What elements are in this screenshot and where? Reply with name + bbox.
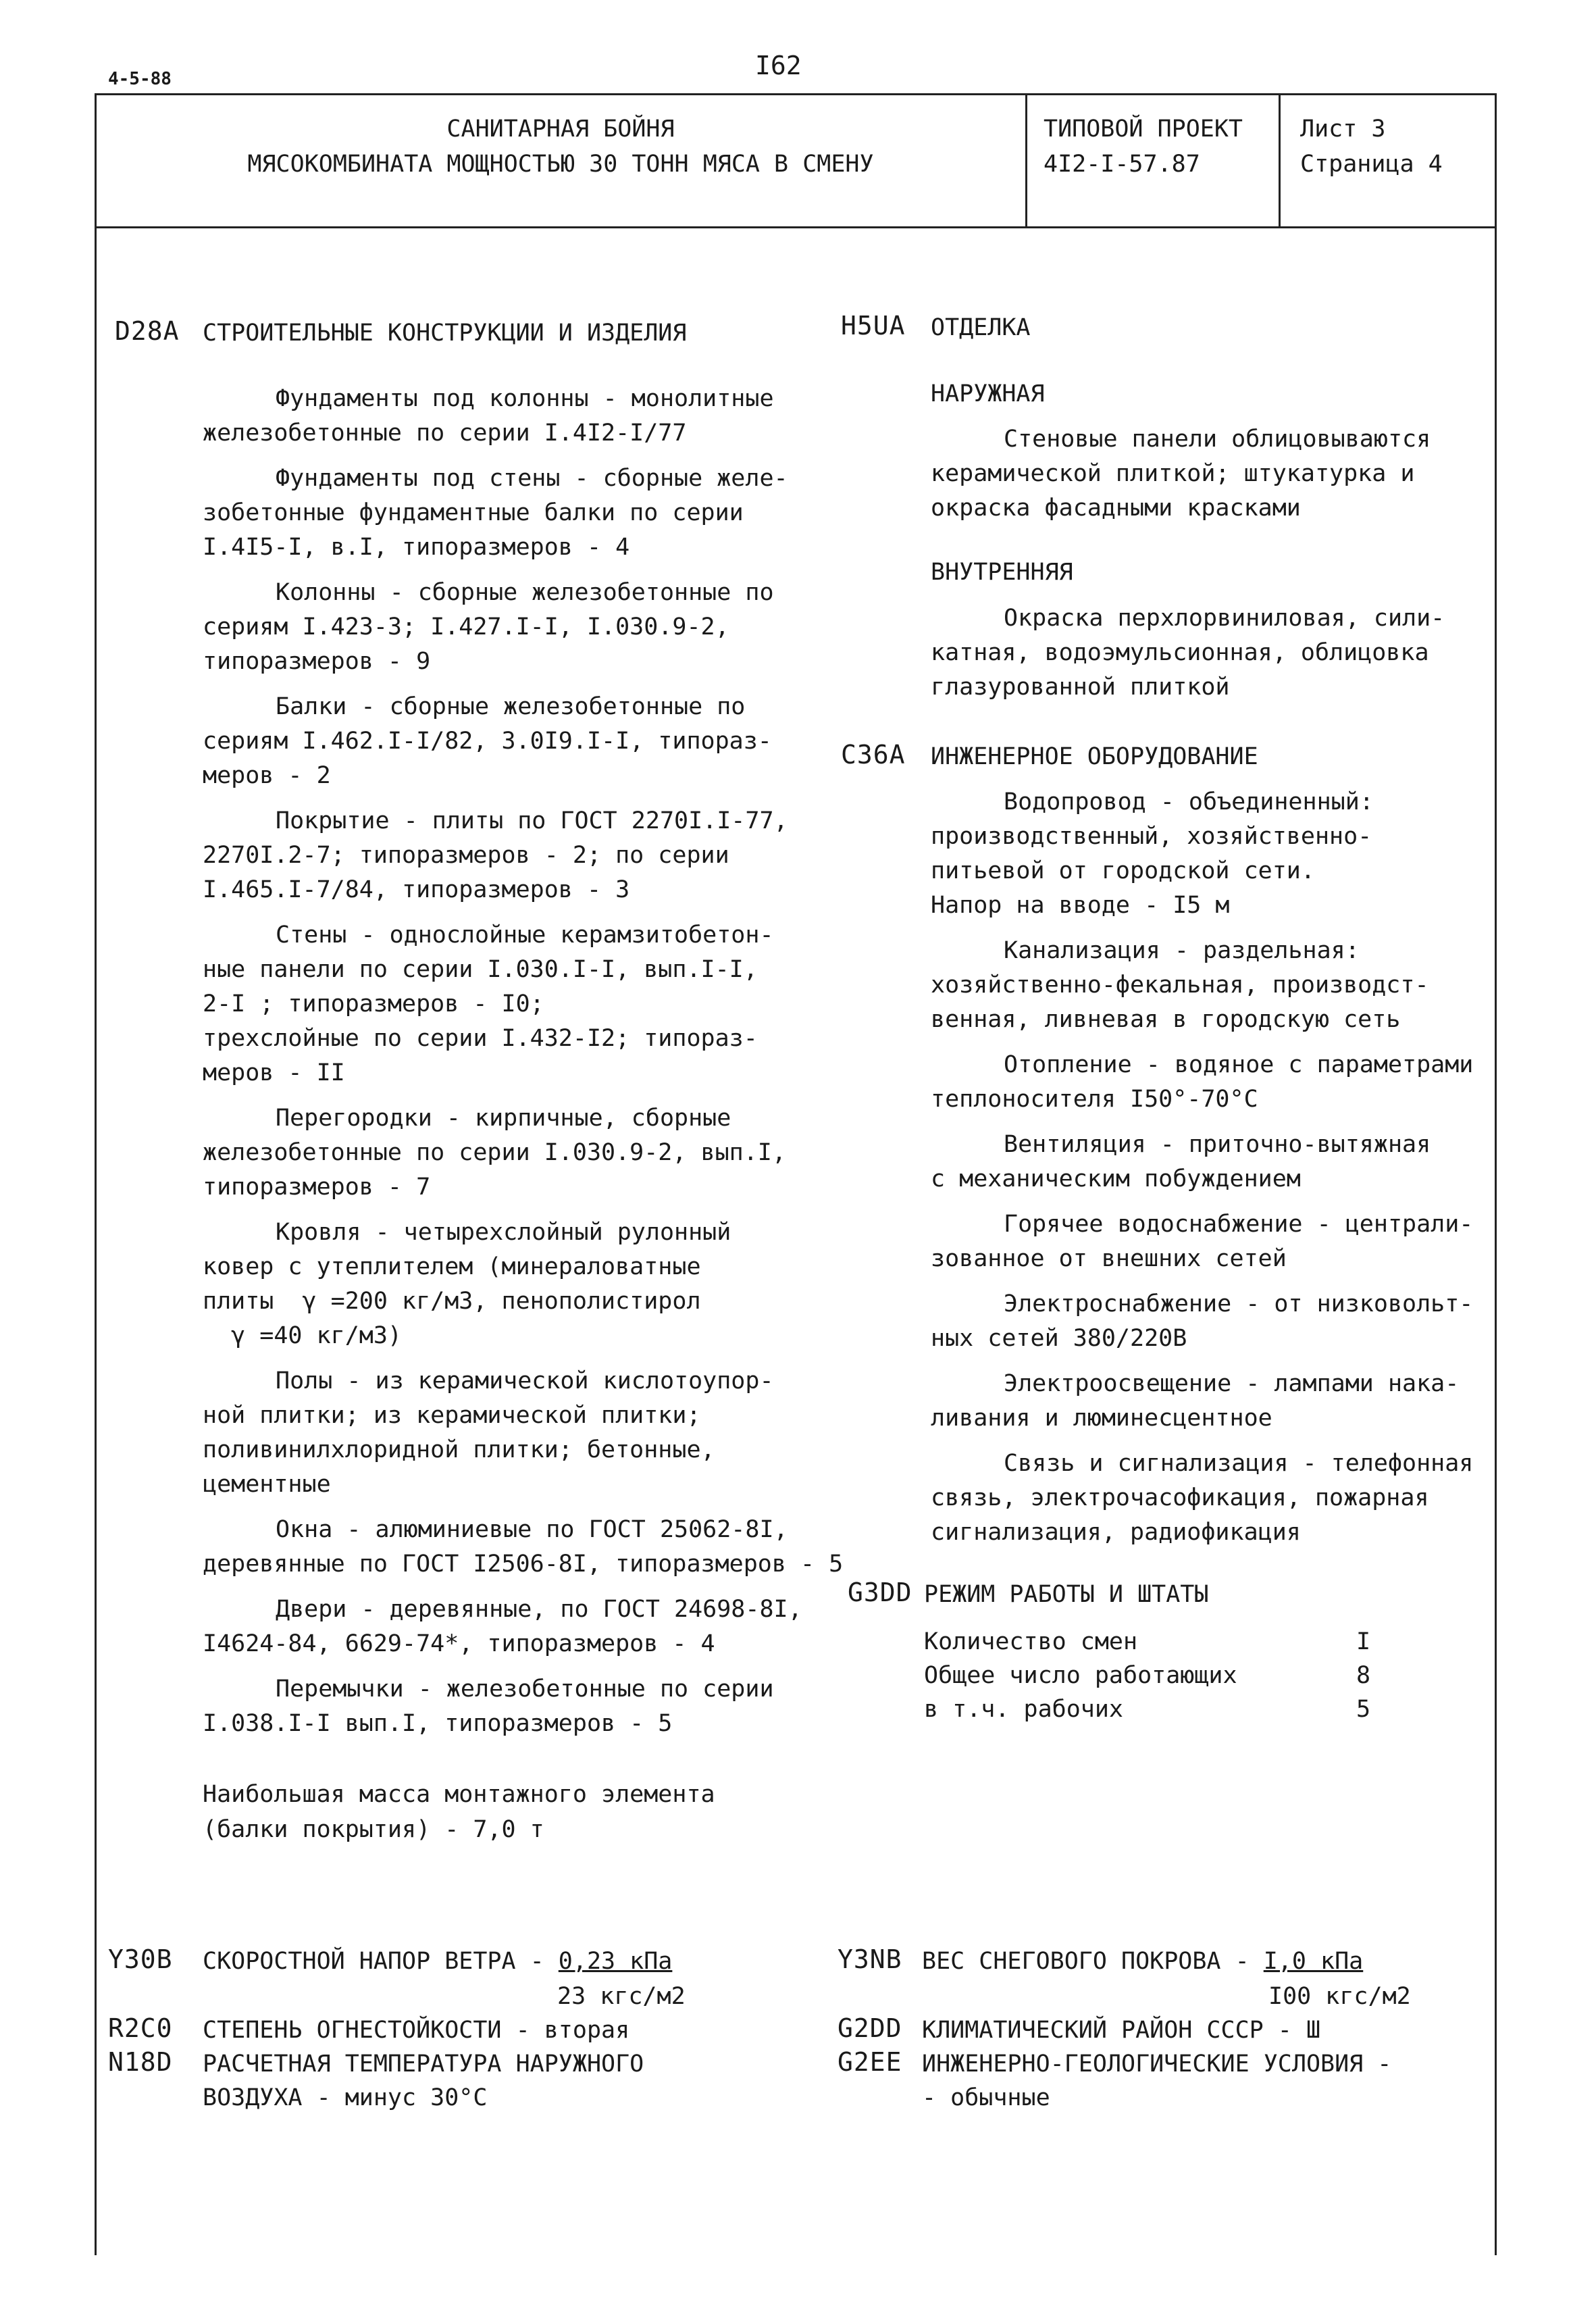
header-bottom-rule [95,226,1497,228]
wind-value: 0,23 кПа [558,1948,673,1975]
paragraph [203,1215,844,1353]
text-line: Стены - однослойные керамзитобетон- [276,922,774,949]
paragraph [203,576,844,679]
text-line: γ =40 кг/м3) [203,1322,403,1349]
left-paragraphs [203,382,844,1752]
equipment-code: C36A [841,740,906,770]
text-line: I.4I5-I, в.I, типоразмеров - 4 [203,534,630,561]
header-title [96,111,1025,182]
equipment-title: ИНЖЕНЕРНОЕ ОБОРУДОВАНИЕ [931,743,1258,770]
text-line: Окраска перхлорвиниловая, сили- [1004,605,1445,632]
paragraph [203,1101,844,1205]
paragraph [203,1672,844,1741]
climate-code: G2DD [838,2013,902,2043]
paragraph [931,1367,1485,1436]
finish-inner-text [931,601,1445,705]
text-line: Отопление - водяное с параметрами [1004,1051,1474,1078]
text-line: поливинилхлоридной плитки; бетонные, [203,1436,715,1463]
text-line: с механическим побуждением [931,1165,1301,1192]
text-line: меров - 2 [203,762,331,789]
text-line: Двери - деревянные, по ГОСТ 24698-8I, [276,1596,802,1623]
project-label: ТИПОВОЙ ПРОЕКТ [1044,116,1243,143]
text-line: железобетонные по серии I.030.9-2, вып.I, [203,1139,786,1166]
text-line: Окна - алюминиевые по ГОСТ 25062-8I, [276,1516,788,1543]
geo-line1: ИНЖЕНЕРНО-ГЕОЛОГИЧЕСКИЕ УСЛОВИЯ - [922,2051,1392,2078]
header-divider-1 [1025,93,1027,226]
text-line: Электроосвещение - лампами нака- [1004,1370,1460,1397]
paragraph [931,1128,1485,1197]
mass-line2: (балки покрытия) - 7,0 т [203,1816,544,1843]
regime-title: РЕЖИМ РАБОТЫ И ШТАТЫ [924,1581,1209,1608]
text-line: окраска фасадными красками [931,495,1301,522]
paragraph [931,934,1485,1037]
text-line: Перемычки - железобетонные по серии [276,1676,774,1703]
paragraph [203,918,844,1090]
text-line: катная, водоэмульсионная, облицовка [931,639,1429,666]
corner-code: 4-5-88 [108,69,172,89]
regime-code: G3DD [848,1578,912,1607]
text-line: I4624-84, 6629-74*, типоразмеров - 4 [203,1630,715,1657]
text-line: питьевой от городской сети. [931,857,1315,884]
climate-text: КЛИМАТИЧЕСКИЙ РАЙОН СССР - Ш [922,2017,1321,2044]
wind-code: Y30B [108,1944,173,1974]
regime-value: 8 [1356,1662,1371,1689]
paragraph [931,1287,1485,1356]
equipment-paragraphs [931,785,1485,1561]
text-line: Водопровод - объединенный: [1004,788,1374,815]
text-line: зованное от внешних сетей [931,1245,1287,1272]
text-line: 2-I ; типоразмеров - I0; [203,990,544,1017]
text-line: типоразмеров - 7 [203,1174,431,1201]
geo-code: G2EE [838,2047,902,2077]
text-line: Покрытие - плиты по ГОСТ 2270I.I-77, [276,807,788,834]
text-line: сериям I.423-3; I.427.I-I, I.030.9-2, [203,613,729,640]
header-title-line1: САНИТАРНАЯ БОЙНЯ [446,116,675,143]
text-line: Канализация - раздельная: [1004,937,1360,964]
text-line: производственный, хозяйственно- [931,823,1372,850]
text-line: хозяйственно-фекальная, производст- [931,972,1429,999]
text-line: сериям I.462.I-I/82, 3.0I9.I-I, типораз- [203,728,772,755]
finish-title: ОТДЕЛКА [931,314,1031,341]
temp-line1: РАСЧЕТНАЯ ТЕМПЕРАТУРА НАРУЖНОГО [203,2051,644,2078]
mass-note [203,1777,715,1847]
regime-table [924,1625,1397,1726]
text-line: I.465.I-7/84, типоразмеров - 3 [203,876,630,903]
paragraph [203,1364,844,1502]
text-line: Напор на вводе - I5 м [931,892,1230,919]
text-line: ливания и люминесцентное [931,1405,1272,1432]
left-section-title: СТРОИТЕЛЬНЫЕ КОНСТРУКЦИИ И ИЗДЕЛИЯ [203,320,687,347]
text-line: Вентиляция - приточно-вытяжная [1004,1131,1431,1158]
header-divider-2 [1279,93,1281,226]
wind-label: СКОРОСТНОЙ НАПОР ВЕТРА - [203,1948,559,1975]
snow-label: ВЕС СНЕГОВОГО ПОКРОВА - [922,1948,1264,1975]
text-line: плиты γ =200 кг/м3, пенополистирол [203,1288,701,1315]
text-line: Балки - сборные железобетонные по [276,693,746,720]
text-line: связь, электрочасофикация, пожарная [931,1484,1429,1511]
snow-value: I,0 кПа [1263,1948,1364,1975]
text-line: венная, ливневая в городскую сеть [931,1006,1401,1033]
text-line: ковер с утеплителем (минераловатные [203,1253,701,1280]
paragraph [203,804,844,907]
text-line: I.038.I-I вып.I, типоразмеров - 5 [203,1710,673,1737]
page-index: Страница 4 [1300,151,1443,178]
text-line: ных сетей 380/220В [931,1325,1187,1352]
text-line: железобетонные по серии I.4I2-I/77 [203,420,687,447]
temp-code: N18D [108,2047,173,2077]
text-line: Электроснабжение - от низковольт- [1004,1290,1474,1317]
header-title-line2: МЯСОКОМБИНАТА МОЩНОСТЬЮ 30 ТОНН МЯСА В СМЕНУ [247,151,874,178]
left-section-code: D28A [115,316,180,346]
paragraph [931,785,1485,923]
text-line: Полы - из керамической кислотоупор- [276,1367,774,1394]
text-line: деревянные по ГОСТ I2506-8I, типоразмеров - 5 [203,1551,844,1578]
finish-inner-title: ВНУТРЕННЯЯ [931,559,1073,586]
text-line: Колонны - сборные железобетонные по [276,579,774,606]
snow-value-kgs: I00 кгс/м2 [1268,1983,1411,2010]
paragraph [203,1513,844,1582]
fire-code: R2C0 [108,2013,173,2043]
text-line: 2270I.2-7; типоразмеров - 2; по серии [203,842,729,869]
project-number: 4I2-I-57.87 [1044,151,1200,178]
finish-outer-title: НАРУЖНАЯ [931,380,1045,407]
text-line: Стеновые панели облицовываются [1004,426,1431,453]
paragraph [931,1207,1485,1276]
regime-value: I [1356,1628,1371,1655]
snow-code: Y3NB [838,1944,902,1974]
fire-text: СТЕПЕНЬ ОГНЕСТОЙКОСТИ - вторая [203,2017,630,2044]
paragraph [931,1048,1485,1117]
text-line: цементные [203,1471,331,1498]
regime-row [924,1692,1397,1726]
text-line: Фундаменты под стены - сборные желе- [276,465,788,492]
regime-label: в т.ч. рабочих [924,1696,1124,1723]
geo-line2: - обычные [922,2084,1050,2111]
text-line: керамической плиткой; штукатурка и [931,460,1415,487]
page-number: I62 [755,51,802,80]
text-line: Кровля - четырехслойный рулонный [276,1219,731,1246]
sheet-number: Лист 3 [1300,116,1386,143]
text-line: ной плитки; из керамической плитки; [203,1402,701,1429]
text-line: меров - II [203,1059,345,1086]
text-line: ные панели по серии I.030.I-I, вып.I-I, [203,956,758,983]
snow-line [922,1944,1363,1978]
text-line: зобетонные фундаментные балки по серии [203,499,744,526]
text-line: Фундаменты под колонны - монолитные [276,385,774,412]
text-line: Горячее водоснабжение - централи- [1004,1211,1474,1238]
wind-value-kgs: 23 кгс/м2 [557,1983,686,2010]
regime-row [924,1625,1397,1659]
text-line: Связь и сигнализация - телефонная [1004,1450,1474,1477]
finish-code: H5UA [841,311,906,341]
text-line: трехслойные по серии I.432-I2; типораз- [203,1025,758,1052]
regime-label: Общее число работающих [924,1662,1237,1689]
text-line: сигнализация, радиофикация [931,1519,1301,1546]
header-sheet [1300,111,1443,182]
geo-text [922,2047,1391,2115]
wind-line [203,1944,672,1978]
paragraph [931,1447,1485,1550]
paragraph [203,461,844,565]
text-line: теплоносителя I50°-70°С [931,1086,1258,1113]
temp-line2: ВОЗДУХА - минус 30°С [203,2084,488,2111]
temp-text [203,2047,644,2115]
mass-line1: Наибольшая масса монтажного элемента [203,1781,715,1808]
regime-label: Количество смен [924,1628,1138,1655]
regime-row [924,1659,1397,1692]
paragraph [203,690,844,793]
paragraph [203,1592,844,1661]
header-project [1044,111,1243,182]
text-line: типоразмеров - 9 [203,648,431,675]
regime-value: 5 [1356,1696,1371,1723]
text-line: Перегородки - кирпичные, сборные [276,1105,731,1132]
text-line: глазурованной плиткой [931,674,1230,701]
finish-outer-text [931,422,1431,526]
paragraph [203,382,844,451]
